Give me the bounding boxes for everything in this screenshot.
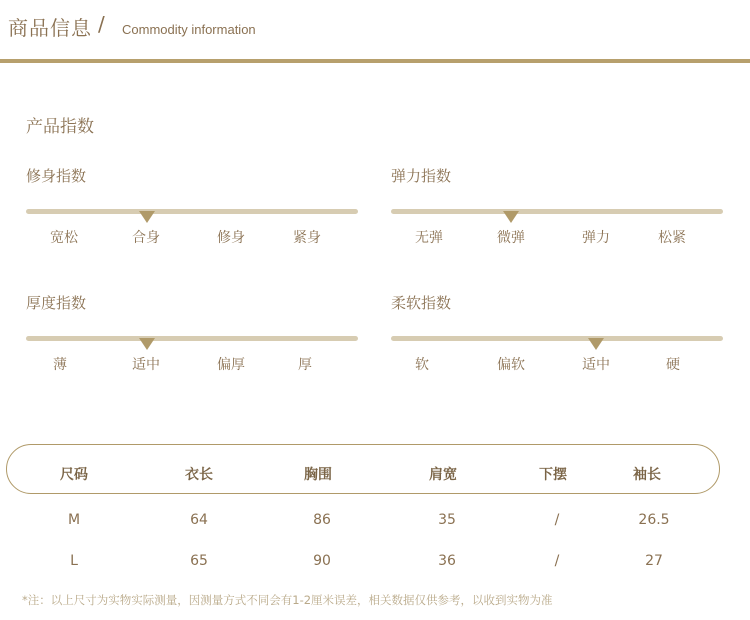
index-option: 弹力 [582,230,610,246]
index-option: 适中 [582,357,610,373]
index-label: 修身指数 [26,167,87,185]
index-bar [26,336,358,341]
index-bar [391,336,723,341]
table-header-cell: 袖长 [633,467,661,483]
table-header-cell: 衣长 [185,467,213,483]
index-thickness [26,292,358,382]
index-option: 软 [415,357,429,373]
index-elasticity [391,165,723,255]
table-cell: 90 [313,553,331,569]
table-cell: M [67,512,81,528]
index-bar [26,209,358,214]
index-label: 厚度指数 [26,294,87,312]
index-label: 弹力指数 [391,167,452,185]
header-title-cn: 商品信息 [8,16,92,40]
index-option: 合身 [132,230,160,246]
table-cell: 36 [438,553,456,569]
index-option: 硬 [666,357,680,373]
header-slash: / [98,12,105,36]
table-header-cell: 胸围 [304,467,332,483]
index-softness [391,292,723,382]
table-cell: 65 [190,553,208,569]
header-title-en: Commodity information [122,22,256,37]
size-table-header [6,444,720,494]
index-marker-icon [139,211,155,223]
table-cell: L [70,553,78,569]
table-cell: 26.5 [638,512,670,528]
table-cell: / [554,553,560,569]
table-cell: / [554,512,560,528]
index-label: 柔软指数 [391,294,452,312]
table-header-cell: 尺码 [60,467,88,483]
index-marker-icon [503,211,519,223]
index-option: 无弹 [415,230,443,246]
table-cell: 86 [313,512,331,528]
table-header-cell: 下摆 [539,467,567,483]
index-fit [26,165,358,255]
section-title: 产品指数 [26,117,94,137]
index-option: 厚 [298,357,312,373]
index-bar [391,209,723,214]
table-cell: 27 [645,553,663,569]
table-cell: 64 [190,512,208,528]
measurement-note: *注：以上尺寸为实物实际测量，因测量方式不同会有1-2厘米误差，相关数据仅供参考，以收到实物为准 [22,593,553,607]
page-header [0,0,750,64]
index-option: 偏软 [497,357,525,373]
index-option: 微弹 [497,230,525,246]
index-option: 松紧 [658,230,686,246]
index-option: 适中 [132,357,160,373]
index-marker-icon [588,338,604,350]
index-option: 薄 [53,357,67,373]
table-header-cell: 肩宽 [429,467,457,483]
header-divider [0,59,750,63]
index-option: 修身 [217,230,245,246]
table-cell: 35 [438,512,456,528]
index-option: 偏厚 [217,357,245,373]
index-option: 宽松 [50,230,78,246]
index-marker-icon [139,338,155,350]
index-option: 紧身 [293,230,321,246]
